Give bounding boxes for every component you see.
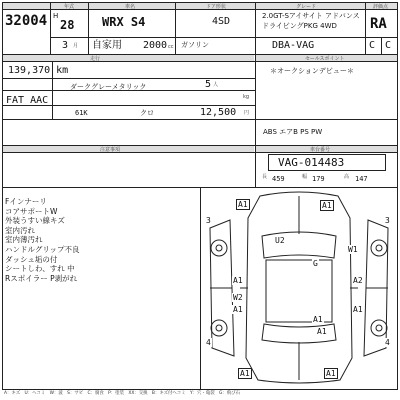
rule — [256, 119, 398, 120]
displacement: 2000 — [143, 40, 168, 51]
inspector-comments — [5, 197, 195, 283]
transmission: FAT AAC — [6, 95, 49, 106]
body-color: ダークグレーメタリック — [70, 83, 147, 91]
usage: 自家用 — [92, 40, 122, 51]
rule — [50, 2, 51, 54]
length-label: 長 — [262, 174, 268, 180]
comment-line: Rスポイラー P剥がれ — [5, 273, 78, 283]
rule — [365, 2, 366, 54]
seats-value: 5 — [205, 79, 212, 90]
width-value: 179 — [312, 175, 325, 183]
lot-number: 32004 — [5, 13, 48, 29]
rule — [255, 145, 256, 187]
doors-header: ドア形状 — [206, 4, 226, 10]
comment-line: ハンドルグリップ不良 — [5, 244, 80, 254]
mark-damage-w1: W1 — [348, 245, 358, 254]
mark-rear-right: 4 — [385, 338, 390, 347]
load-value: 12,500 — [200, 107, 237, 118]
rule — [2, 119, 255, 120]
displacement-unit: cc — [168, 44, 174, 50]
mileage-header: 走行 — [90, 56, 101, 62]
rule — [2, 78, 255, 79]
grade-header: グレード — [296, 4, 317, 10]
trim-color: クロ — [140, 109, 154, 117]
rule — [255, 2, 256, 54]
model-header: 車名 — [125, 4, 136, 10]
weight-unit: kg — [243, 94, 250, 100]
load-unit: 円 — [244, 110, 250, 116]
seats-unit: 人 — [213, 82, 219, 88]
equipment-list: ABS エアB PS PW — [263, 128, 323, 136]
comment-line: コアサポートW — [5, 206, 58, 216]
damage-legend: A：キズ U：ヘコミ W：波 S：サビ C：腐食 P：塗装 XX：交換 B：キズ付ヘコミ Y：穴・亀裂 G：飛び石 — [4, 391, 240, 396]
width-label: 幅 — [302, 174, 308, 180]
notes-header: 注意事項 — [100, 147, 121, 153]
mark-damage-g: G — [313, 259, 318, 268]
mark-damage-a1: A1 — [233, 276, 243, 285]
rule — [255, 54, 256, 145]
mark-front-right: 3 — [385, 216, 390, 225]
mark-rear-left: 4 — [206, 338, 211, 347]
comment-line: Fインナーリ — [5, 197, 47, 206]
rule — [88, 2, 89, 54]
mark-damage-a1: A1 — [322, 201, 332, 210]
chassis-header: 車台番号 — [310, 147, 331, 153]
rule — [2, 152, 398, 153]
grade-line2: ドライビングPKG 4WD — [262, 22, 337, 30]
sales-point-header: セールスポイント — [305, 56, 345, 62]
rule — [381, 37, 382, 54]
era: H — [53, 12, 59, 20]
rule — [2, 9, 398, 10]
mark-damage-a1: A1 — [240, 369, 250, 378]
mark-front-left: 3 — [206, 216, 211, 225]
mark-damage-a1: A1 — [326, 369, 336, 378]
mark-damage-w2: W2 — [233, 293, 243, 302]
grade-line1: 2.0GT-Sアイサイト アドバンス — [262, 12, 360, 20]
rule — [50, 37, 398, 38]
inspection-unit: 月 — [73, 43, 79, 49]
car-damage-diagram — [200, 188, 398, 388]
overall-score: RA — [370, 16, 387, 32]
comment-line: 室内薄汚れ — [5, 235, 43, 245]
model-code: DBA-VAG — [272, 40, 315, 51]
year-header: 年式 — [64, 4, 75, 10]
interior-grade: C — [369, 40, 376, 51]
mark-damage-u2: U2 — [275, 236, 285, 245]
height-label: 高 — [344, 174, 350, 180]
mark-damage-a1: A1 — [238, 200, 248, 209]
height-value: 147 — [355, 175, 368, 183]
fuel-type: ガソリン — [181, 41, 209, 49]
score-header: 評価点 — [373, 4, 389, 10]
model-year: 28 — [60, 18, 75, 32]
comment-line: 外装うすい線キズ — [5, 216, 65, 226]
mark-damage-a1: A1 — [317, 327, 327, 336]
door-type: 4SD — [212, 16, 231, 27]
inspection-months: 3 — [62, 40, 69, 51]
comment-line: ダッシュ垢の付 — [5, 254, 58, 264]
exterior-grade: C — [385, 40, 392, 51]
mileage-value: 139,370 km — [8, 65, 69, 76]
mark-damage-a2: A2 — [353, 276, 363, 285]
mark-damage-a1: A1 — [233, 305, 243, 314]
model-name: WRX S4 — [102, 15, 146, 29]
color-code: 61K — [75, 109, 88, 117]
rule — [175, 2, 176, 54]
length-value: 459 — [272, 175, 285, 183]
chassis-number: VAG-014483 — [278, 156, 345, 169]
comment-line: シートしわ、すれ 中 — [5, 264, 75, 274]
sales-point-text: ＊オークションデビュー＊ — [270, 67, 354, 75]
mark-damage-a1: A1 — [353, 305, 363, 314]
comment-line: 室内汚れ — [5, 225, 35, 235]
mark-damage-a1: A1 — [313, 315, 323, 324]
